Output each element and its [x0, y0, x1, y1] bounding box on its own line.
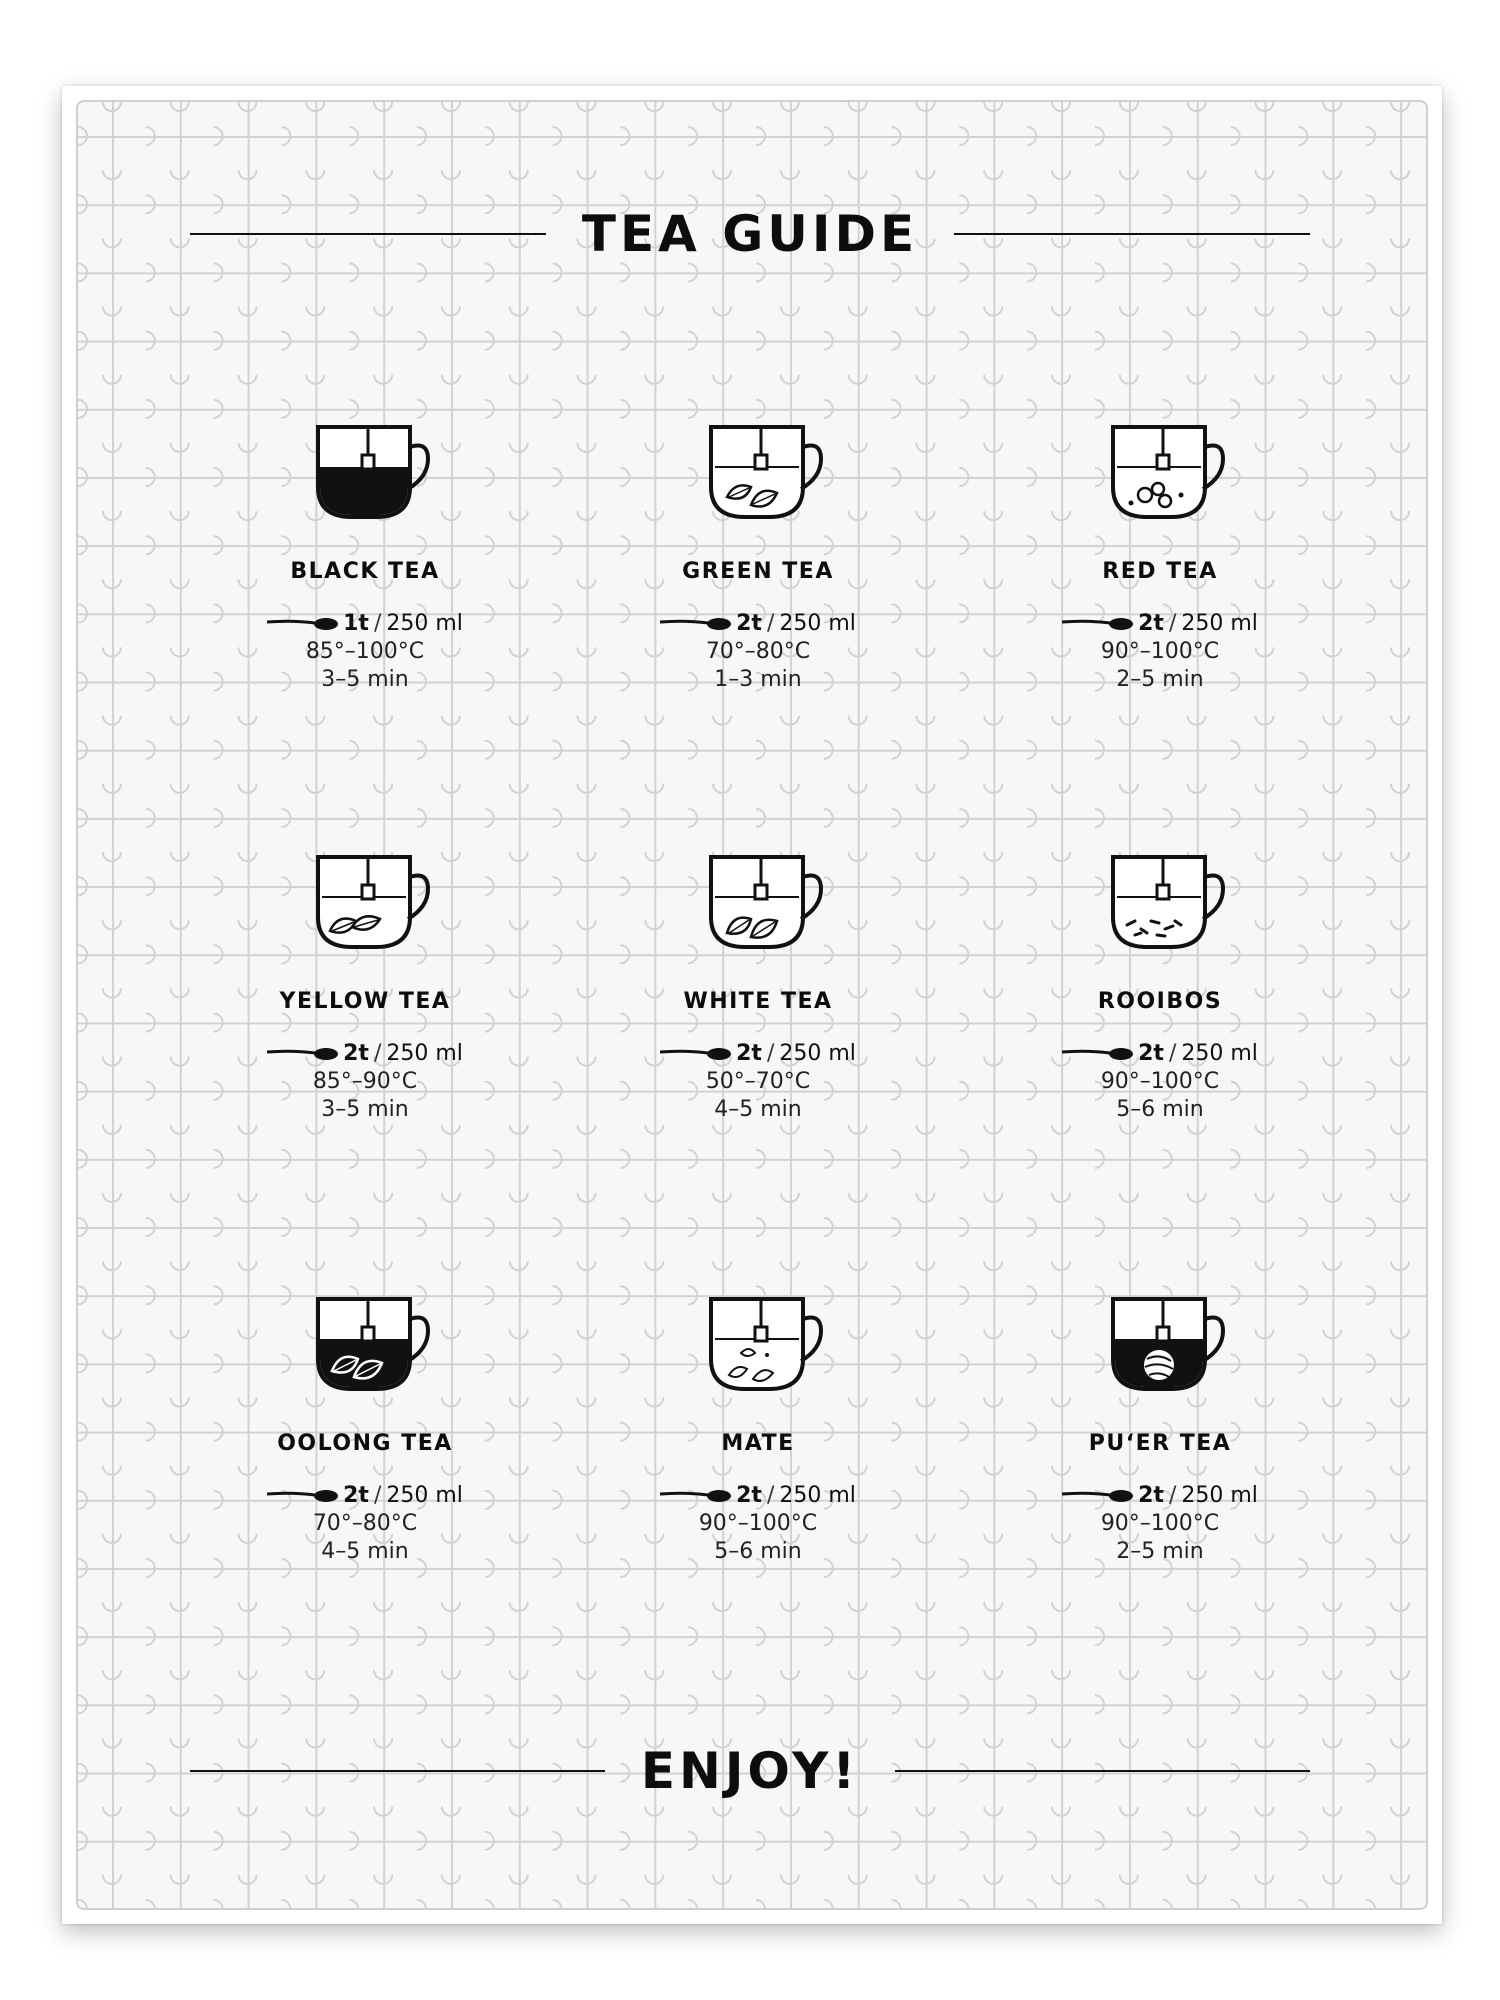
temperature: 85°–90°C	[312, 1069, 418, 1094]
dose-amount: 2t	[343, 1041, 369, 1066]
dose-line	[660, 1482, 856, 1510]
steep-time: 3–5 min	[321, 667, 409, 692]
steep-time: 3–5 min	[321, 1097, 409, 1122]
dose-separator: /	[373, 1041, 382, 1066]
tea-name: RED TEA	[1102, 559, 1218, 584]
teacup-red-icon	[1095, 425, 1225, 525]
dose-volume: 250 ml	[1181, 611, 1258, 636]
teacup-oolong-icon	[300, 1297, 430, 1397]
tea-name: GREEN TEA	[682, 559, 834, 584]
dose-volume: 250 ml	[1181, 1483, 1258, 1508]
teacup-white-icon	[693, 855, 823, 955]
teaspoon-icon	[1062, 1488, 1134, 1504]
tea-name: BLACK TEA	[290, 559, 440, 584]
tea-name: YELLOW TEA	[279, 989, 451, 1014]
dose-amount: 2t	[736, 1483, 762, 1508]
tea-card-rooibos	[1000, 855, 1320, 1124]
dose-separator: /	[1168, 1483, 1177, 1508]
dose-separator: /	[373, 611, 382, 636]
dose-separator: /	[1168, 1041, 1177, 1066]
dose-separator: /	[1168, 611, 1177, 636]
tea-card-green	[598, 425, 918, 694]
steep-time: 2–5 min	[1116, 1539, 1204, 1564]
tea-card-yellow	[205, 855, 525, 1124]
steep-time: 5–6 min	[714, 1539, 802, 1564]
teaspoon-icon	[660, 1488, 732, 1504]
temperature: 70°–80°C	[312, 1511, 418, 1536]
dose-line	[660, 610, 856, 638]
teacup-rooibos-icon	[1095, 855, 1225, 955]
dose-amount: 2t	[736, 611, 762, 636]
tea-name: WHITE TEA	[683, 989, 833, 1014]
dose-amount: 2t	[1138, 1483, 1164, 1508]
dose-volume: 250 ml	[386, 1483, 463, 1508]
dose-amount: 2t	[1138, 611, 1164, 636]
dose-line	[267, 610, 463, 638]
teacup-puer-icon	[1095, 1297, 1225, 1397]
teacup-mate-icon	[693, 1297, 823, 1397]
temperature: 90°–100°C	[698, 1511, 818, 1536]
teaspoon-icon	[267, 616, 339, 632]
temperature: 85°–100°C	[305, 639, 425, 664]
tea-card-puer	[1000, 1297, 1320, 1566]
tea-name: OOLONG TEA	[277, 1431, 453, 1456]
tea-name: ROOIBOS	[1097, 989, 1223, 1014]
steep-time: 2–5 min	[1116, 667, 1204, 692]
teacup-black-icon	[300, 425, 430, 525]
steep-time: 1–3 min	[714, 667, 802, 692]
temperature: 90°–100°C	[1100, 1069, 1220, 1094]
dose-line	[1062, 1482, 1258, 1510]
dose-separator: /	[766, 1041, 775, 1066]
footer-rule-right	[895, 1770, 1310, 1772]
tea-card-red	[1000, 425, 1320, 694]
steep-time: 4–5 min	[321, 1539, 409, 1564]
tea-card-black	[205, 425, 525, 694]
dose-amount: 2t	[1138, 1041, 1164, 1066]
dose-line	[1062, 1040, 1258, 1068]
dose-volume: 250 ml	[386, 611, 463, 636]
dose-volume: 250 ml	[386, 1041, 463, 1066]
tea-card-mate	[598, 1297, 918, 1566]
footer-rule-left	[190, 1770, 605, 1772]
steep-time: 4–5 min	[714, 1097, 802, 1122]
dose-separator: /	[766, 611, 775, 636]
teaspoon-icon	[267, 1046, 339, 1062]
dose-volume: 250 ml	[779, 611, 856, 636]
tea-name: PU‘ER TEA	[1088, 1431, 1232, 1456]
teacup-yellow-icon	[300, 855, 430, 955]
temperature: 90°–100°C	[1100, 639, 1220, 664]
dose-line	[660, 1040, 856, 1068]
dose-separator: /	[373, 1483, 382, 1508]
dose-amount: 2t	[343, 1483, 369, 1508]
page-title: TEA GUIDE	[581, 205, 919, 263]
dose-line	[267, 1482, 463, 1510]
temperature: 90°–100°C	[1100, 1511, 1220, 1536]
dose-amount: 2t	[736, 1041, 762, 1066]
footer-row	[190, 1742, 1310, 1800]
dose-volume: 250 ml	[779, 1483, 856, 1508]
teaspoon-icon	[660, 616, 732, 632]
teaspoon-icon	[267, 1488, 339, 1504]
dose-volume: 250 ml	[779, 1041, 856, 1066]
dose-line	[1062, 610, 1258, 638]
dose-amount: 1t	[343, 611, 369, 636]
dose-volume: 250 ml	[1181, 1041, 1258, 1066]
tea-name: MATE	[721, 1431, 795, 1456]
temperature: 50°–70°C	[705, 1069, 811, 1094]
teacup-green-icon	[693, 425, 823, 525]
tea-card-white	[598, 855, 918, 1124]
teaspoon-icon	[1062, 1046, 1134, 1062]
steep-time: 5–6 min	[1116, 1097, 1204, 1122]
dose-separator: /	[766, 1483, 775, 1508]
footer-text: ENJOY!	[640, 1742, 860, 1800]
dose-line	[267, 1040, 463, 1068]
temperature: 70°–80°C	[705, 639, 811, 664]
tea-card-oolong	[205, 1297, 525, 1566]
teaspoon-icon	[660, 1046, 732, 1062]
teaspoon-icon	[1062, 616, 1134, 632]
